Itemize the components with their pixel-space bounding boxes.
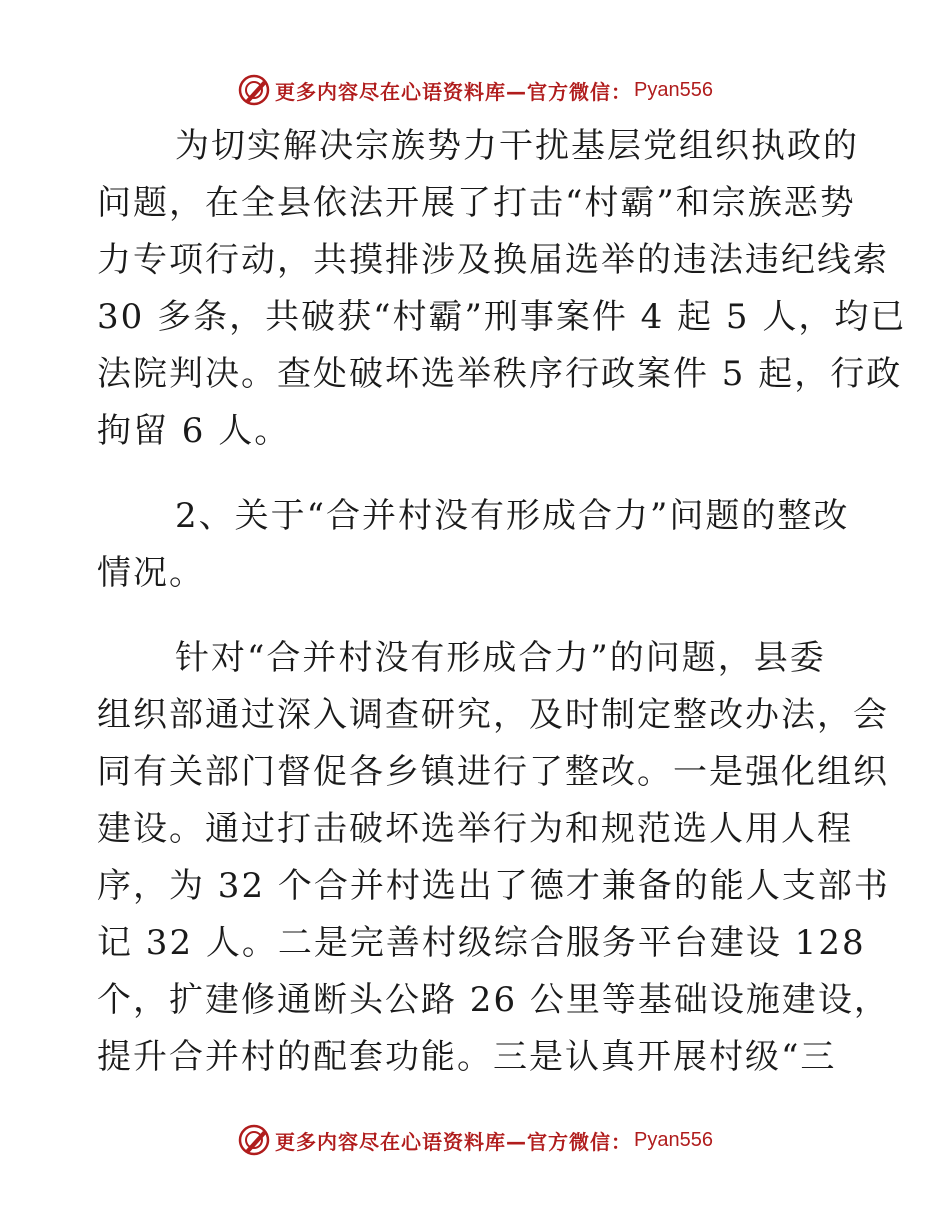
document-body — [97, 118, 907, 1086]
text-line: 提升合并村的配套功能。三是认真开展村级“三 — [97, 1037, 837, 1077]
banner-wechat-id: Pyan556 — [634, 78, 713, 101]
text-line: 针对“合并村没有形成合力”的问题，县委 — [175, 638, 826, 678]
banner-text: 更多内容尽在心语资料库—官方微信： — [275, 1129, 633, 1154]
text-line: 情况。 — [97, 553, 205, 593]
text-line: 组织部通过深入调查研究，及时制定整改办法，会 — [97, 695, 889, 735]
text-line: 问题，在全县依法开展了打击“村霸”和宗族恶势 — [97, 183, 856, 223]
text-line: 30 多条，共破获“村霸”刑事案件 4 起 5 人，均已 — [97, 297, 907, 337]
paragraph-2-heading — [97, 488, 857, 602]
header-banner — [0, 70, 950, 110]
logo-icon — [237, 73, 271, 107]
footer-banner — [0, 1120, 950, 1160]
text-line: 为切实解决宗族势力干扰基层党组织执政的 — [175, 126, 859, 166]
text-line: 个，扩建修通断头公路 26 公里等基础设施建设， — [97, 980, 890, 1020]
text-line: 力专项行动，共摸排涉及换届选举的违法违纪线索 — [97, 240, 889, 280]
text-line: 建设。通过打击破坏选举行为和规范选人用人程 — [97, 809, 853, 849]
text-line: 拘留 6 人。 — [97, 411, 291, 451]
text-line: 序，为 32 个合并村选出了德才兼备的能人支部书 — [97, 866, 890, 906]
banner-wechat-id: Pyan556 — [634, 1128, 713, 1151]
text-line: 同有关部门督促各乡镇进行了整改。一是强化组织 — [97, 752, 889, 792]
banner-text: 更多内容尽在心语资料库—官方微信： — [275, 79, 633, 104]
paragraph-1 — [97, 118, 907, 460]
paragraph-3 — [97, 630, 890, 1086]
text-line: 法院判决。查处破坏选举秩序行政案件 5 起，行政 — [97, 354, 903, 394]
text-line: 记 32 人。二是完善村级综合服务平台建设 128 — [97, 923, 866, 963]
logo-icon — [237, 1123, 271, 1157]
text-line: 2、关于“合并村没有形成合力”问题的整改 — [175, 496, 850, 536]
